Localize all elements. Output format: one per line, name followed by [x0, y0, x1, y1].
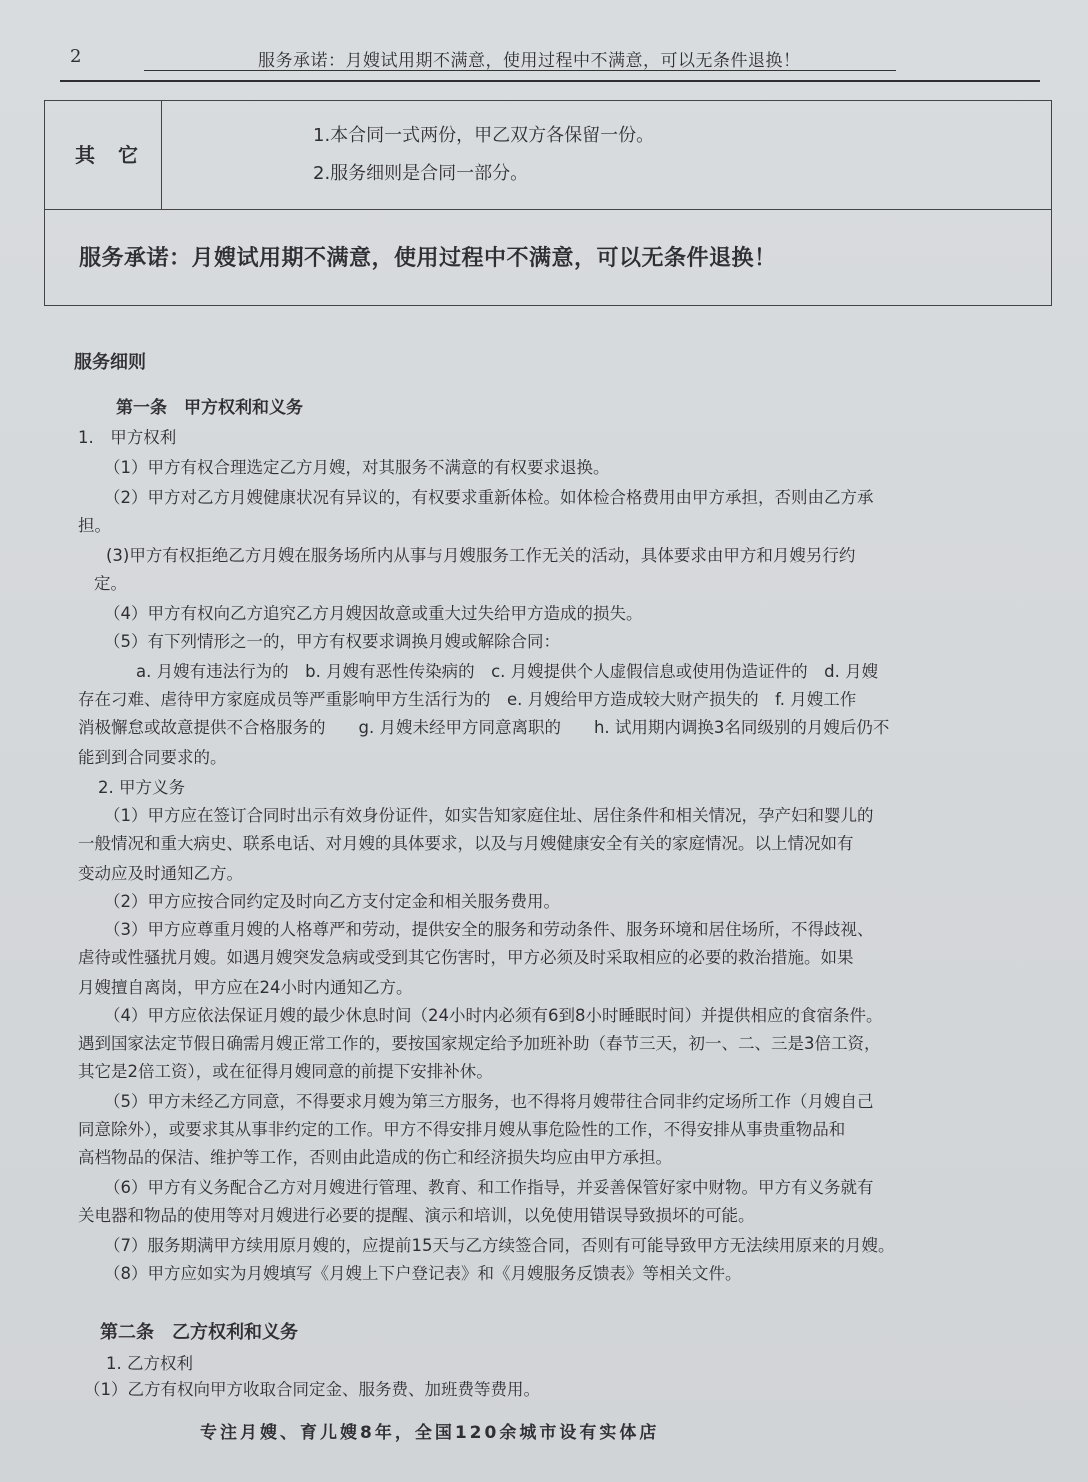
duty-1-line-3: 变动应及时通知乙方。 — [78, 864, 243, 883]
duty-3-line-2: 虐待或性骚扰月嫂。如遇月嫂突发急病或受到其它伤害时，甲方必须及时采取相应的必要的救治措施。如果 — [78, 948, 854, 967]
duty-3-line-1: （3）甲方应尊重月嫂的人格尊严和劳动，提供安全的服务和劳动条件、服务环境和居住场所，不得歧视、 — [104, 920, 874, 939]
other-item-1: 1.本合同一式两份，甲乙双方各保留一份。 — [313, 125, 655, 146]
duty-2: （2）甲方应按合同约定及时向乙方支付定金和相关服务费用。 — [104, 892, 560, 911]
table-divider-vertical — [161, 101, 162, 209]
article-1-title: 第一条 甲方权利和义务 — [116, 398, 303, 418]
right-5-line-d: 能到到合同要求的。 — [78, 748, 227, 767]
party-a-rights-title: 1. 甲方权利 — [78, 428, 177, 447]
duty-1-line-2: 一般情况和重大病史、联系电话、对月嫂的具体要求，以及与月嫂健康安全有关的家庭情况。以上情况如有 — [78, 834, 854, 853]
article-2-title: 第二条 乙方权利和义务 — [100, 1322, 298, 1343]
duty-3-line-3: 月嫂擅自离岗，甲方应在24小时内通知乙方。 — [78, 978, 413, 997]
footer-slogan: 专注月嫂、育儿嫂8年，全国120余城市设有实体店 — [200, 1423, 660, 1443]
duty-5-line-2: 同意除外），或要求其从事非约定的工作。甲方不得安排月嫂从事危险性的工作，不得安排从事贵重物品和 — [78, 1120, 846, 1139]
duty-4-line-1: （4）甲方应依法保证月嫂的最少休息时间（24小时内必须有6到8小时睡眠时间）并提供相应的食宿条件。 — [104, 1006, 883, 1025]
right-5-line-a: a. 月嫂有违法行为的 b. 月嫂有恶性传染病的 c. 月嫂提供个人虚假信息或使用伪造证件的 d. 月嫂 — [136, 662, 879, 681]
duty-4-line-3: 其它是2倍工资），或在征得月嫂同意的前提下安排补休。 — [78, 1062, 493, 1081]
header-banner: 服务承诺：月嫂试用期不满意，使用过程中不满意，可以无条件退换！ — [258, 51, 801, 71]
duty-6-line-1: （6）甲方有义务配合乙方对月嫂进行管理、教育、和工作指导，并妥善保管好家中财物。甲方有义务就有 — [104, 1178, 874, 1197]
table-divider-horizontal — [45, 209, 1051, 210]
duty-5-line-3: 高档物品的保洁、维护等工作，否则由此造成的伤亡和经济损失均应由甲方承担。 — [78, 1148, 672, 1167]
duty-1-line-1: （1）甲方应在签订合同时出示有效身份证件，如实告知家庭住址、居住条件和相关情况，孕产妇和婴儿的 — [104, 806, 874, 825]
other-label: 其 它 — [75, 143, 146, 167]
party-a-duties-title: 2. 甲方义务 — [98, 778, 185, 797]
right-2-line-2: 担。 — [78, 516, 111, 535]
duty-4-line-2: 遇到国家法定节假日确需月嫂正常工作的，要按国家规定给予加班补助（春节三天，初一、二、三是3倍工资， — [78, 1034, 881, 1053]
page-number: 2 — [70, 46, 82, 67]
duty-7: （7）服务期满甲方续用原月嫂的，应提前15天与乙方续签合同，否则有可能导致甲方无法续用原来的月嫂。 — [104, 1236, 895, 1255]
right-5-line-b: 存在刁难、虐待甲方家庭成员等严重影响甲方生活行为的 e. 月嫂给甲方造成较大财产损失的 f. 月嫂工作 — [78, 690, 857, 709]
party-b-right-1: （1）乙方有权向甲方收取合同定金、服务费、加班费等费用。 — [84, 1380, 540, 1399]
other-terms-table — [44, 100, 1052, 306]
right-2-line-1: （2）甲方对乙方月嫂健康状况有异议的，有权要求重新体检。如体检合格费用由甲方承担，否则由乙方承 — [104, 488, 874, 507]
duty-5-line-1: （5）甲方未经乙方同意，不得要求月嫂为第三方服务，也不得将月嫂带往合同非约定场所工作（月嫂自己 — [104, 1092, 874, 1111]
right-3-line-1: (3)甲方有权拒绝乙方月嫂在服务场所内从事与月嫂服务工作无关的活动，具体要求由甲方和月嫂另行约 — [106, 546, 856, 565]
right-5: （5）有下列情形之一的，甲方有权要求调换月嫂或解除合同： — [104, 632, 560, 651]
right-1: （1）甲方有权合理选定乙方月嫂，对其服务不满意的有权要求退换。 — [104, 458, 610, 477]
duty-8: （8）甲方应如实为月嫂填写《月嫂上下户登记表》和《月嫂服务反馈表》等相关文件。 — [104, 1264, 742, 1283]
party-b-rights-title: 1. 乙方权利 — [106, 1354, 193, 1373]
header-underline — [144, 70, 896, 71]
right-3-line-2: 定。 — [94, 574, 127, 593]
service-promise: 服务承诺：月嫂试用期不满意，使用过程中不满意，可以无条件退换！ — [79, 246, 777, 271]
duty-6-line-2: 关电器和物品的使用等对月嫂进行必要的提醒、演示和培训，以免使用错误导致损坏的可能。 — [78, 1206, 755, 1225]
other-item-2: 2.服务细则是合同一部分。 — [313, 163, 529, 184]
right-5-line-c: 消极懈怠或故意提供不合格服务的 g. 月嫂未经甲方同意离职的 h. 试用期内调换3名同级别的月嫂后仍不 — [78, 718, 890, 737]
right-4: （4）甲方有权向乙方追究乙方月嫂因故意或重大过失给甲方造成的损失。 — [104, 604, 643, 623]
details-title: 服务细则 — [74, 352, 146, 373]
header-rule — [60, 80, 1040, 82]
